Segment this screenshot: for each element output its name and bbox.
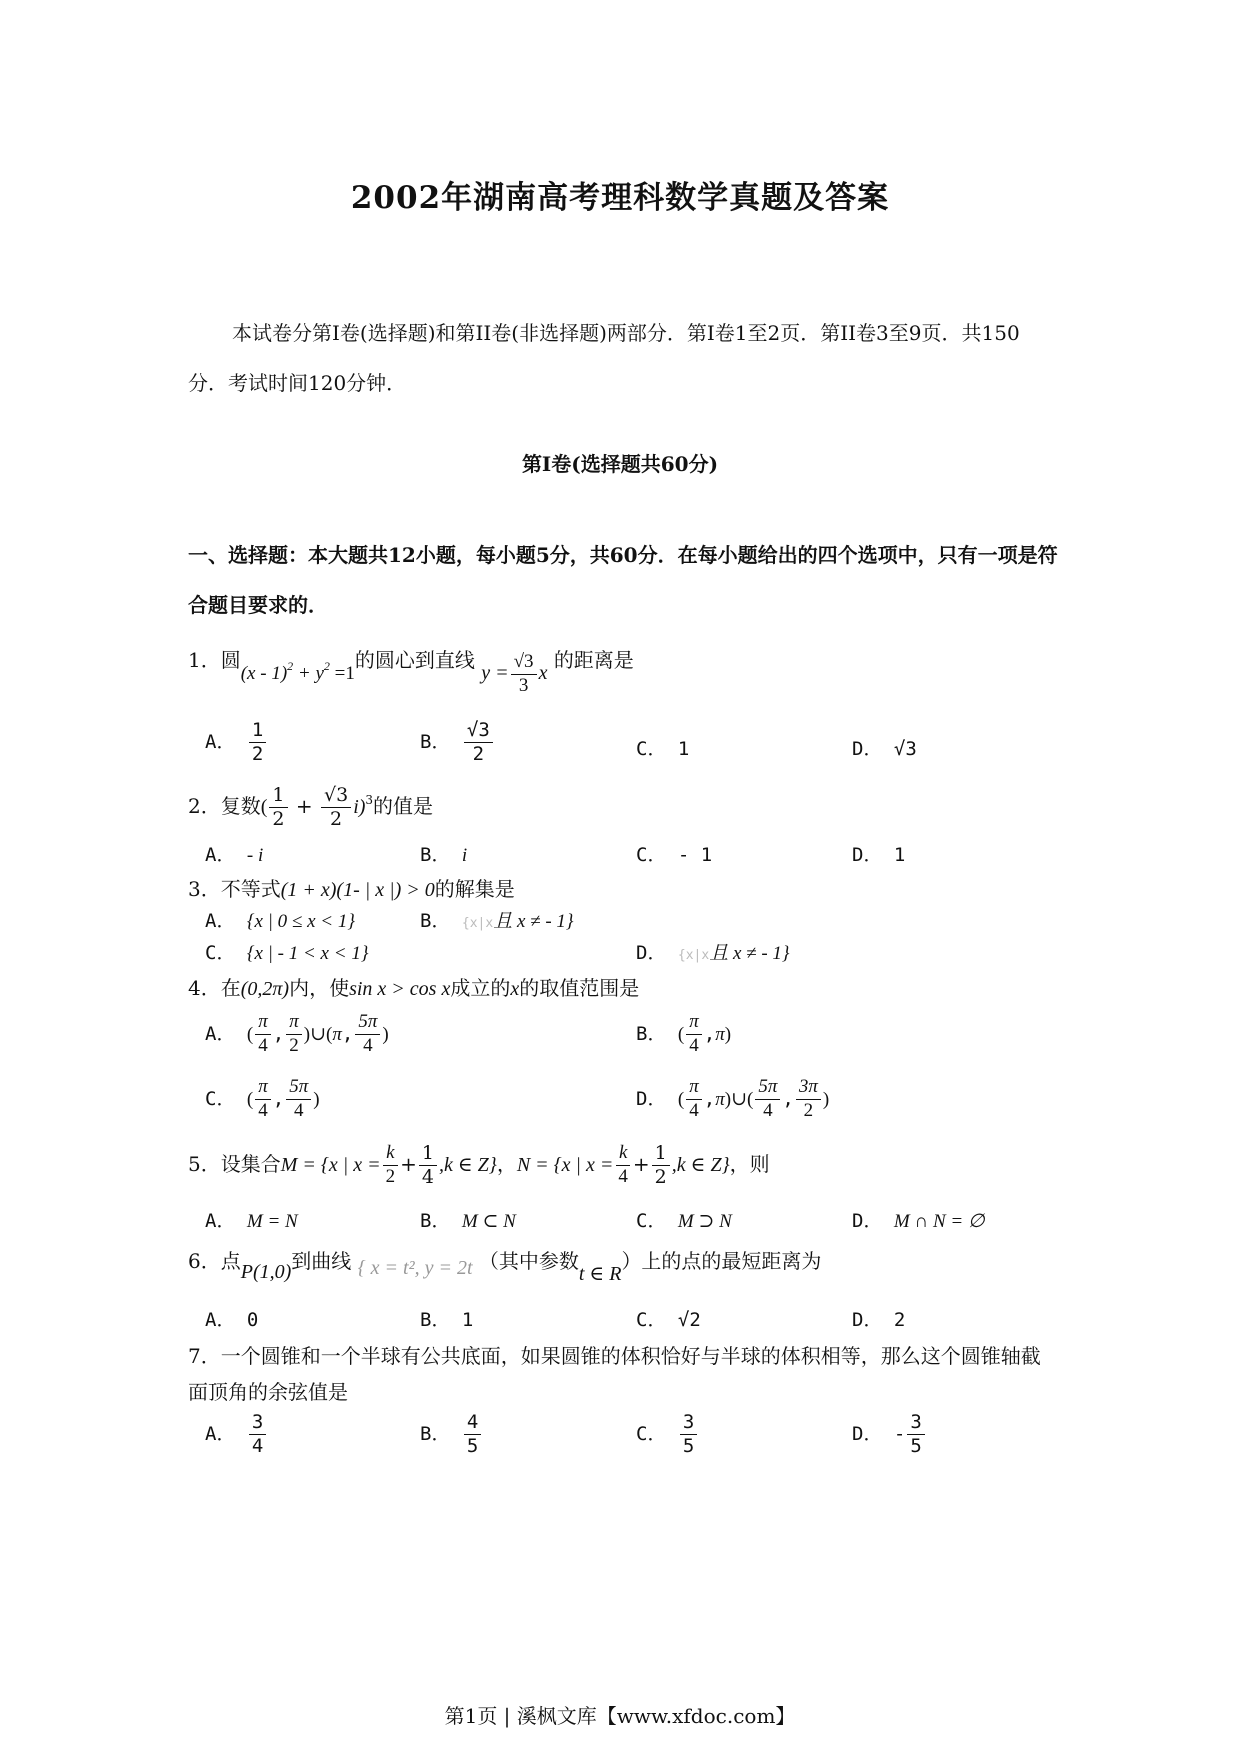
q6-option-c: C． √2 — [636, 1309, 701, 1331]
q1-option-c: C． 1 — [636, 738, 690, 760]
question-6: 6．点P(1,0)到曲线 { x = t², y = 2t （其中参数t ∈ R）上的点的最短距离为 — [188, 1249, 822, 1285]
q5-option-d: D． M ∩ N = ∅ — [852, 1210, 985, 1232]
q2-option-b: B． i — [420, 844, 468, 866]
q6-option-b: B． 1 — [420, 1309, 474, 1331]
page-footer: 第1页 | 溪枫文库【www.xfdoc.com】 — [444, 1704, 796, 1728]
q4-option-a: A． ( $\frac{\pi}{4}$ , $\frac{\pi}{2}$ )∪(π, $\frac{5\pi}{4}$ ) — [205, 1011, 389, 1056]
q7-option-c: C． $\frac{3}{5}$ — [636, 1412, 699, 1457]
question-5: 5．设集合M = {x | x = $\frac{k}{2}$ + $\frac{1}{4}$ ,k ∈ Z}，N = {x | x = $\frac{k}{4}$ + $\frac{1}{2}$ ,k ∈ Z}，则 — [188, 1142, 770, 1188]
q5-option-c: C． M ⊃ N — [636, 1210, 732, 1232]
q2-option-a: A． - i — [205, 844, 264, 866]
q7-option-d: D． - $\frac{3}{5}$ — [852, 1412, 927, 1457]
q7-option-a: A． $\frac{3}{4}$ — [205, 1412, 268, 1457]
q1-option-b: B． $\frac{√3}{2}$ — [420, 720, 495, 765]
question-3: 3．不等式(1 + x)(1- | x |) > 0的解集是 — [188, 877, 515, 901]
question-1: 1．圆$(x - 1)^2 + y^2 =1$的圆心到直线 y = $\frac{√3}{3}$ x 的距离是 — [188, 647, 634, 696]
instructions: 一、选择题：本大题共12小题，每小题5分，共60分．在每小题给出的四个选项中，只有一项是符合题目要求的． — [188, 543, 1058, 617]
intro-paragraph: 本试卷分第Ⅰ卷(选择题)和第II卷(非选择题)两部分．第Ⅰ卷1至2页．第II卷3至9页．共150分．考试时间120分钟． — [188, 321, 1020, 395]
parametric-curve: { x = t², y = 2t — [357, 1257, 473, 1279]
q2-option-c: C． - 1 — [636, 844, 713, 866]
q3-option-a: A． {x | 0 ≤ x < 1} — [205, 910, 355, 932]
question-4: 4．在(0,2π)内，使sin x > cos x成立的x的取值范围是 — [188, 976, 640, 1000]
circle-equation: $(x - 1)^2 + y^2 =1$ — [240, 658, 355, 684]
q4-option-b: B． ( $\frac{\pi}{4}$ ,π) — [636, 1011, 732, 1056]
question-2: 2．复数( $\frac{1}{2}$ + $\frac{√3}{2}$ i)$^3$的值是 — [188, 784, 434, 830]
q3-option-b: B． {x|x且 x ≠ - 1} — [420, 910, 574, 932]
q5-option-a: A． M = N — [205, 1210, 298, 1232]
q3-option-c: C． {x | - 1 < x < 1} — [205, 942, 369, 964]
q3-option-d: D． {x|x且 x ≠ - 1} — [636, 942, 790, 964]
q1-option-a: A． $\frac{1}{2}$ — [205, 720, 268, 765]
q5-option-b: B． M ⊂ N — [420, 1210, 516, 1232]
q6-option-d: D． 2 — [852, 1309, 906, 1331]
question-7: 7．一个圆锥和一个半球有公共底面，如果圆锥的体积恰好与半球的体积相等，那么这个圆锥轴截面顶角的余弦值是 — [188, 1344, 1041, 1404]
section-title: 第Ⅰ卷(选择题共60分) — [521, 452, 719, 476]
line-equation: y = $\frac{√3}{3}$ x — [481, 651, 548, 696]
q1-option-d: D． √3 — [852, 738, 917, 760]
q2-option-d: D． 1 — [852, 844, 906, 866]
q4-option-d: D． ( $\frac{\pi}{4}$ ,π)∪( $\frac{5\pi}{4}$ , $\frac{3\pi}{2}$ ) — [636, 1076, 830, 1121]
page-title: 2002年湖南高考理科数学真题及答案 — [350, 180, 890, 216]
q6-option-a: A． 0 — [205, 1309, 259, 1331]
q4-option-c: C． ( $\frac{\pi}{4}$ , $\frac{5\pi}{4}$ ) — [205, 1076, 320, 1121]
q7-option-b: B． $\frac{4}{5}$ — [420, 1412, 483, 1457]
